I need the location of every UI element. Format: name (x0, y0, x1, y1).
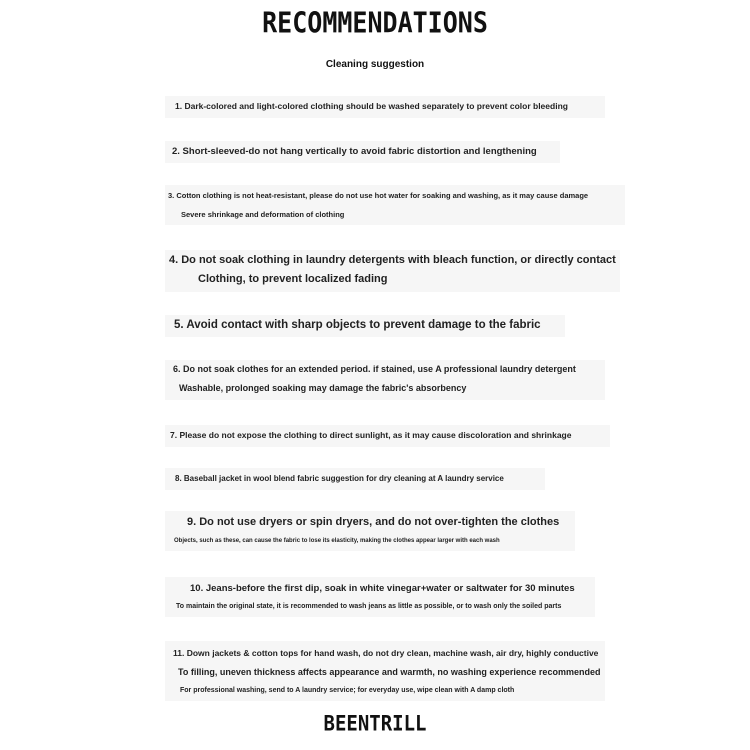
item-8-line-1: 8. Baseball jacket in wool blend fabric suggestion for dry cleaning at A laundry service (175, 474, 504, 483)
item-6-line-2: Washable, prolonged soaking may damage the fabric's absorbency (179, 383, 467, 393)
item-9-line-2: Objects, such as these, can cause the fabric to lose its elasticity, making the clothes appear larger with each wash (174, 538, 500, 544)
item-1-line-1: 1. Dark-colored and light-colored clothing should be washed separately to prevent color bleeding (175, 101, 568, 111)
item-11-line-2: To filling, uneven thickness affects appearance and warmth, no washing experience recommended (178, 667, 601, 677)
item-3-line-1: 3. Cotton clothing is not heat-resistant, please do not use hot water for soaking and washing, as it may cause damage (168, 191, 589, 200)
page-subtitle: Cleaning suggestion (325, 59, 425, 70)
item-11-line-3: For professional washing, send to A laundry service; for everyday use, wipe clean with A damp cloth (180, 687, 515, 694)
item-3-line-2: Severe shrinkage and deformation of clothing (181, 210, 345, 219)
item-4-line-2: Clothing, to prevent localized fading (198, 273, 388, 285)
item-5-line-1: 5. Avoid contact with sharp objects to prevent damage to the fabric (174, 319, 541, 331)
item-4-line-1: 4. Do not soak clothing in laundry detergents with bleach function, or directly contact (169, 254, 616, 266)
item-10-line-2: To maintain the original state, it is recommended to wash jeans as little as possible, or to wash only the soiled parts (176, 603, 562, 610)
page-title: RECOMMENDATIONS (262, 5, 488, 40)
item-7-line-1: 7. Please do not expose the clothing to direct sunlight, as it may cause discoloration and shrinkage (170, 430, 572, 440)
item-11-line-1: 11. Down jackets & cotton tops for hand wash, do not dry clean, machine wash, air dry, highly conductive (173, 648, 599, 658)
item-9-line-1: 9. Do not use dryers or spin dryers, and do not over-tighten the clothes (187, 516, 560, 528)
brand-wordmark: BEENTRILL (323, 711, 427, 737)
item-10-line-1: 10. Jeans-before the first dip, soak in white vinegar+water or saltwater for 30 minutes (190, 583, 575, 594)
item-6-line-1: 6. Do not soak clothes for an extended period. if stained, use A professional laundry detergent (173, 364, 576, 374)
item-2-line-1: 2. Short-sleeved-do not hang vertically to avoid fabric distortion and lengthening (172, 146, 537, 157)
